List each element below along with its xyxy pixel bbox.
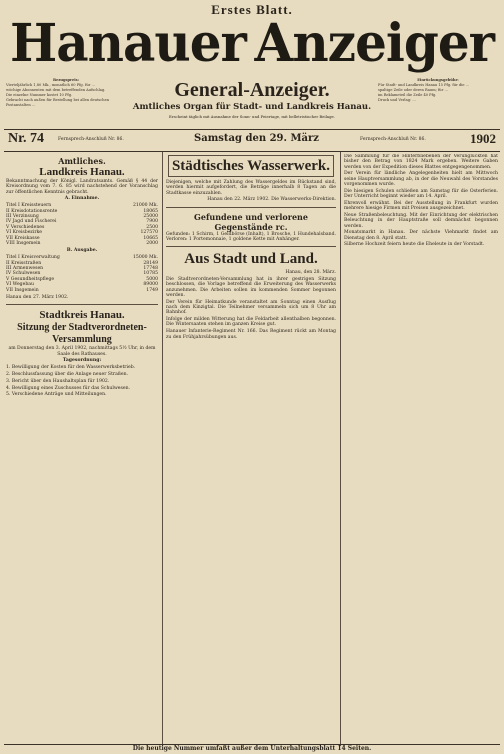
rule-top [4, 129, 500, 130]
table-row [6, 241, 158, 246]
subscription-line: Gebracht nach außen für Bestellung bei allen deutschen Postanstalten ... [6, 98, 110, 107]
advertising-line: spaltige Zeile oder deren Raum; für ... [378, 88, 448, 92]
general-anzeiger-block [128, 78, 376, 119]
phone-right: Fernsprech-Anschluß Nr. 86. [360, 137, 426, 142]
subtitle: General-Anzeiger. [174, 79, 330, 101]
row-value: 1749 [146, 287, 158, 293]
row-value: 18065 [143, 208, 158, 214]
agenda-item: 1. Bewilligung der Kosten für den Wasserwerksbetrieb. [6, 365, 136, 371]
row-value: 2500 [146, 224, 158, 230]
row-value: 15000 Mk. [132, 255, 158, 261]
section-head-wasserwerk: Städtisches Wasserwerk. [168, 155, 334, 177]
row-label: V Gesundheitspflege [6, 276, 55, 282]
news-paragraph: Hanauer Infanterie-Regiment Nr. 166. Das Regiment rückt am Montag zu den Frühjahrsübungen aus. [166, 329, 336, 340]
column-news [344, 154, 498, 744]
row-value: 89000 [143, 282, 158, 288]
issue-date: Samstag den 29. März [194, 133, 319, 144]
separator [166, 246, 336, 247]
row-value: 5000 [146, 276, 158, 282]
phone-left: Fernsprech-Anschluß Nr. 86. [58, 137, 124, 142]
agenda-item: 3. Bericht über den Haushaltsplan für 1902. [6, 378, 110, 384]
issue-number: Nr. 74 [8, 131, 45, 146]
separator [166, 207, 336, 208]
row-label: IV Schulwesen [6, 271, 41, 277]
subscription-line: Vierteljährlich 1,80 Mk., monatlich 60 Pfg. für ... [6, 83, 95, 87]
row-label: VII Kreiskasse [6, 235, 40, 241]
section-head-fundsachen: Gefundene und verlorene Gegenstände rc. [194, 211, 308, 232]
news-paragraph: Ehrenvoll erwähnt. Bei der Ausstellung in Frankfurt wurden mehrere hiesige Firmen mit Preisen ausgezeichnet. [344, 200, 498, 212]
advertising-head: Einrückungsgebühr: [417, 78, 459, 82]
column-municipal [166, 154, 336, 744]
masthead-title-left: Hanauer [10, 11, 246, 74]
news-paragraph: Silberne Hochzeit feiern heute die Eheleute in der Vorstadt. [344, 242, 485, 248]
advertising-line: Druck und Verlag: ... [378, 98, 416, 102]
fundsachen-text: Gefunden: 1 Schirm, 1 Geldbörse (Inhalt), 1 Brosche, 1 Hundehalsband. Verloren: 1 Portemonnaie, 1 goldene Kette mit Anhänger. [166, 231, 336, 242]
row-label: Titel I Kreissteuern [6, 203, 52, 209]
section-head-stadtkreis: Stadtkreis Hanau. [39, 309, 125, 322]
row-value: 10665 [143, 235, 158, 241]
meeting-info: am Donnerstag den 3. April 1902, nachmittags 5½ Uhr, in dem Saale des Rathauses. [8, 346, 156, 357]
subscription-line: wöchige Abonnenten mit dem betreffenden Aufschlag. [6, 88, 106, 92]
column-official [6, 154, 158, 744]
row-label: Titel I Kreisverwaltung [6, 255, 60, 261]
row-label: VIII Insgemein [6, 241, 41, 247]
row-value: 17748 [143, 266, 158, 272]
expense-table [6, 255, 158, 293]
subscription-info [6, 78, 126, 108]
edition-label: Erstes Blatt. [211, 2, 293, 17]
sign-date: Hanau den 27. März 1902. [6, 295, 69, 301]
income-label: A. Einnahme. [64, 196, 100, 202]
advertising-line: im Reklameteil die Zeile 40 Pfg. [378, 93, 437, 97]
news-paragraph: Infolge der milden Witterung hat die Feldarbeit allenthalben begonnen. Die Wintersaaten stehen im ganzen Kreise gut. [166, 317, 336, 328]
row-label: III Verzinsung [6, 214, 39, 219]
agenda-item: 5. Verschiedene Anträge und Mitteilungen. [6, 392, 107, 398]
row-value: 25000 [143, 214, 158, 219]
row-label: VII Insgemein [6, 287, 39, 293]
subscription-head: Bezugspreis: [53, 78, 79, 82]
news-paragraph: Neue Straßenbeleuchtung. Mit der Einrichtung der elektrischen Beleuchtung in der Hauptstraße soll demnächst begonnen werden. [344, 212, 498, 229]
expense-label: B. Ausgabe. [66, 248, 98, 254]
footer-note: Die heutige Nummer umfaßt außer dem Unterhaltungsblatt 14 Seiten. [132, 745, 372, 752]
news-paragraph: Die hiesigen Schulen schließen am Samstag für die Osterferien. Der Unterricht beginnt wieder am 14. April. [344, 188, 498, 200]
issue-year: 1902 [470, 131, 496, 146]
section-head-sitzung: Sitzung der Stadtverordneten-Versammlung [17, 322, 147, 346]
section-head-amtliches: Amtliches. [58, 156, 106, 166]
agenda-label: Tagesordnung: [62, 358, 102, 364]
news-paragraph: Monatsmarkt in Hanau. Der nächste Viehmarkt findet am Dienstag den 8. April statt. [344, 230, 498, 241]
row-label: IV Jagd und Fischerei [6, 219, 57, 225]
news-paragraph: Der Verein für ländliche Angelegenheiten hielt am Mittwoch seine Hauptversammlung ab, in der die Neuwahl des Vorstandes vorgenommen wurde. [344, 171, 498, 187]
row-label: VI Wegebau [6, 282, 34, 288]
agenda-item: 4. Bewilligung eines Zuschusses für das Schulwesen. [6, 385, 130, 391]
news-paragraph: Die Stadtverordneten-Versammlung hat in ihrer gestrigen Sitzung beschlossen, die Vorlage betreffend die Erweiterung des Wasserwerks anzunehmen. Die Arbeiten sollen im kommenden Sommer begonnen werden. [166, 277, 336, 298]
row-label: V Verschiedenes [6, 224, 45, 230]
advertising-info [378, 78, 498, 103]
masthead-title-right: Anzeiger [254, 11, 494, 74]
subscription-line: Die einzelne Nummer kostet 10 Pfg. [6, 93, 73, 97]
section-head-stadt-land: Aus Stadt und Land. [184, 251, 318, 268]
row-value: 10785 [143, 271, 158, 277]
row-label: II Kreisstraßen [6, 260, 42, 266]
wasserwerk-sign: Hanau den 22. März 1902. Die Wasserwerks-Direktion. [207, 197, 336, 203]
row-value: 28149 [143, 260, 158, 266]
organ-line: Amtliches Organ für Stadt- und Landkreis Hanau. [132, 102, 372, 112]
row-value: 127570 [140, 230, 158, 236]
column-divider [162, 152, 163, 746]
publication-note: Erscheint täglich mit Ausnahme der Sonn- und Feiertage, mit belletristischer Beilage. [169, 114, 335, 119]
row-label: VI Kreisbezirke [6, 230, 43, 236]
rule-bottom [4, 151, 500, 152]
row-value: 2000 [146, 241, 158, 247]
date-bar [4, 131, 500, 151]
column-divider [340, 152, 341, 746]
row-label: III Armenwesen [6, 266, 44, 272]
advertising-line: Für Stadt- und Landkreis Hanau 15 Pfg. für die ... [378, 83, 470, 87]
news-paragraph: Die Sammlung für die Hinterbliebenen der Verunglückten hat bisher den Betrag von 1824 Mark ergeben. Weitere Gaben werden von der Expedition dieses Blattes entgegengenommen. [344, 154, 498, 170]
section-head-landkreis: Landkreis Hanau. [39, 166, 125, 178]
row-value: 21000 Mk. [132, 203, 158, 209]
agenda-item: 2. Beschlussfassung über die Anlage neuer Straßen. [6, 372, 129, 378]
row-label: II Kreisdotationsrente [6, 208, 58, 214]
row-value: 7900 [146, 219, 158, 225]
separator [6, 304, 158, 305]
news-paragraph: Der Verein für Heimatkunde veranstaltet am Sonntag einen Ausflug nach dem Kinzigtal. Die Teilnehmer versammeln sich um 8 Uhr am Bahnhof. [166, 299, 336, 316]
masthead [0, 11, 504, 76]
wasserwerk-text: Diejenigen, welche mit Zahlung des Wassergeldes im Rückstand sind, werden hiermit aufgefordert, die Beträge innerhalb 8 Tagen an die Stadtkasse einzuzahlen. [166, 180, 336, 196]
income-table [6, 203, 158, 246]
announcement-text: Bekanntmachung der Königl. Landratsamts. Gemäß § 44 der Kreisordnung vom 7. 6. 85 wird nachstehend der Voranschlag zur öffentlichen Kenntnis gebracht. [6, 179, 158, 195]
table-row [6, 288, 158, 293]
dateline: Hanau, den 28. März. [285, 270, 336, 276]
